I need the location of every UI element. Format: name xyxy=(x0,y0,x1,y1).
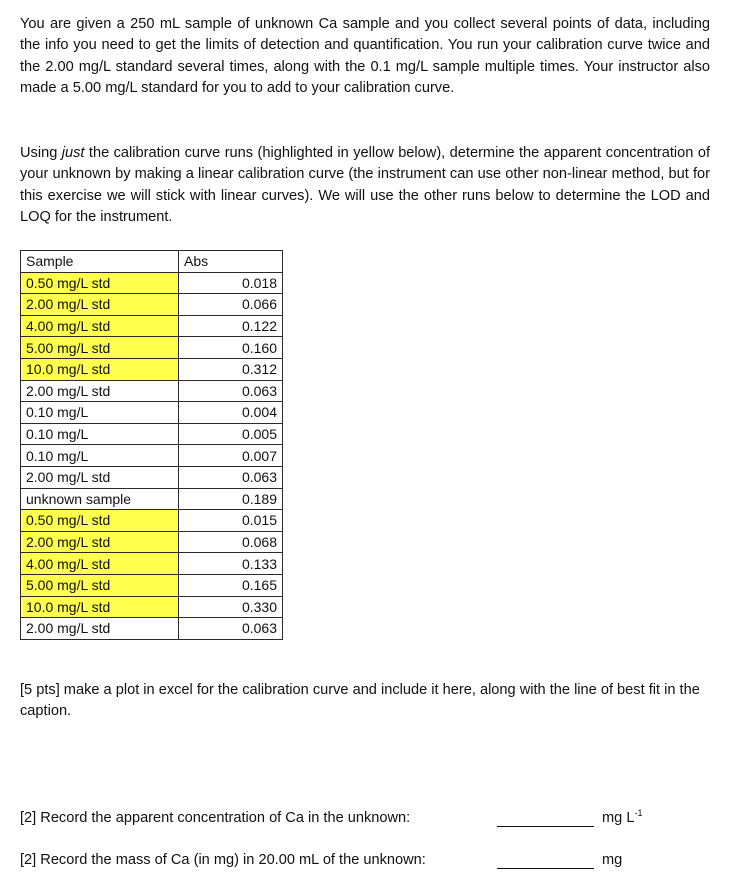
question-plot: [5 pts] make a plot in excel for the calibration curve and include it here, along with the line of best fit in the caption. xyxy=(20,682,700,720)
absorbance-table xyxy=(20,250,283,640)
abs-cell: 0.330 xyxy=(179,596,283,618)
abs-cell: 0.063 xyxy=(179,380,283,402)
column-header-sample: Sample xyxy=(21,251,179,273)
table-row xyxy=(21,402,283,424)
table-row xyxy=(21,574,283,596)
sample-cell: 0.10 mg/L xyxy=(21,445,179,467)
abs-cell: 0.189 xyxy=(179,488,283,510)
sample-cell: unknown sample xyxy=(21,488,179,510)
abs-cell: 0.312 xyxy=(179,358,283,380)
unit-mass: mg xyxy=(602,852,623,868)
abs-cell: 0.015 xyxy=(179,510,283,532)
abs-cell: 0.007 xyxy=(179,445,283,467)
table-header-row xyxy=(21,251,283,273)
sample-cell: 0.50 mg/L std xyxy=(21,272,179,294)
instructions-text-after: the calibration curve runs (highlighted in yellow below), determine the apparent concentration of your unknown by making a linear calibration curve (the instrument can use other non-linear method, but for this exercise we will stick with linear curves). We will use the other runs below to determine the LOD and LOQ for the instrument. xyxy=(20,145,710,226)
table-body xyxy=(21,272,283,639)
abs-cell: 0.133 xyxy=(179,553,283,575)
sample-cell: 2.00 mg/L std xyxy=(21,618,179,640)
table-row xyxy=(21,337,283,359)
table-row xyxy=(21,553,283,575)
sample-cell: 0.50 mg/L std xyxy=(21,510,179,532)
table-row xyxy=(21,510,283,532)
abs-cell: 0.004 xyxy=(179,402,283,424)
sample-cell: 4.00 mg/L std xyxy=(21,315,179,337)
abs-cell: 0.066 xyxy=(179,294,283,316)
instructions-text-before: Using xyxy=(20,145,62,161)
sample-cell: 2.00 mg/L std xyxy=(21,531,179,553)
table-row xyxy=(21,466,283,488)
sample-cell: 0.10 mg/L xyxy=(21,402,179,424)
answer-blank-mass[interactable] xyxy=(497,868,594,869)
abs-cell: 0.005 xyxy=(179,423,283,445)
table-row xyxy=(21,596,283,618)
table-row xyxy=(21,380,283,402)
sample-cell: 2.00 mg/L std xyxy=(21,380,179,402)
table-row xyxy=(21,423,283,445)
table-row xyxy=(21,358,283,380)
abs-cell: 0.063 xyxy=(179,466,283,488)
sample-cell: 5.00 mg/L std xyxy=(21,337,179,359)
sample-cell: 0.10 mg/L xyxy=(21,423,179,445)
sample-cell: 5.00 mg/L std xyxy=(21,574,179,596)
table-row xyxy=(21,618,283,640)
question-concentration: [2] Record the apparent concentration of Ca in the unknown: xyxy=(20,810,411,826)
abs-cell: 0.018 xyxy=(179,272,283,294)
abs-cell: 0.165 xyxy=(179,574,283,596)
abs-cell: 0.122 xyxy=(179,315,283,337)
unit-concentration xyxy=(602,808,642,829)
table-row xyxy=(21,488,283,510)
sample-cell: 10.0 mg/L std xyxy=(21,358,179,380)
intro-paragraph: You are given a 250 mL sample of unknown Ca sample and you collect several points of data, including the info you need to get the limits of detection and quantification. You run your calibration curve twice and the 2.00 mg/L standard several times, along with the 0.1 mg/L sample multiple times. Your instructor also made a 5.00 mg/L standard for you to add to your calibration curve. xyxy=(20,16,710,97)
table-row xyxy=(21,272,283,294)
sample-cell: 2.00 mg/L std xyxy=(21,294,179,316)
sample-cell: 10.0 mg/L std xyxy=(21,596,179,618)
abs-cell: 0.160 xyxy=(179,337,283,359)
sample-cell: 2.00 mg/L std xyxy=(21,466,179,488)
table-row xyxy=(21,531,283,553)
abs-cell: 0.068 xyxy=(179,531,283,553)
sample-cell: 4.00 mg/L std xyxy=(21,553,179,575)
instructions-paragraph xyxy=(20,143,710,229)
instructions-emphasis: just xyxy=(61,145,85,161)
column-header-abs: Abs xyxy=(179,251,283,273)
unit-concentration-text: mg L xyxy=(602,810,635,826)
answer-blank-concentration[interactable] xyxy=(497,826,594,827)
question-mass: [2] Record the mass of Ca (in mg) in 20.00 mL of the unknown: xyxy=(20,852,426,868)
table-row xyxy=(21,315,283,337)
table-row xyxy=(21,445,283,467)
abs-cell: 0.063 xyxy=(179,618,283,640)
table-row xyxy=(21,294,283,316)
unit-concentration-exponent: -1 xyxy=(634,808,643,819)
